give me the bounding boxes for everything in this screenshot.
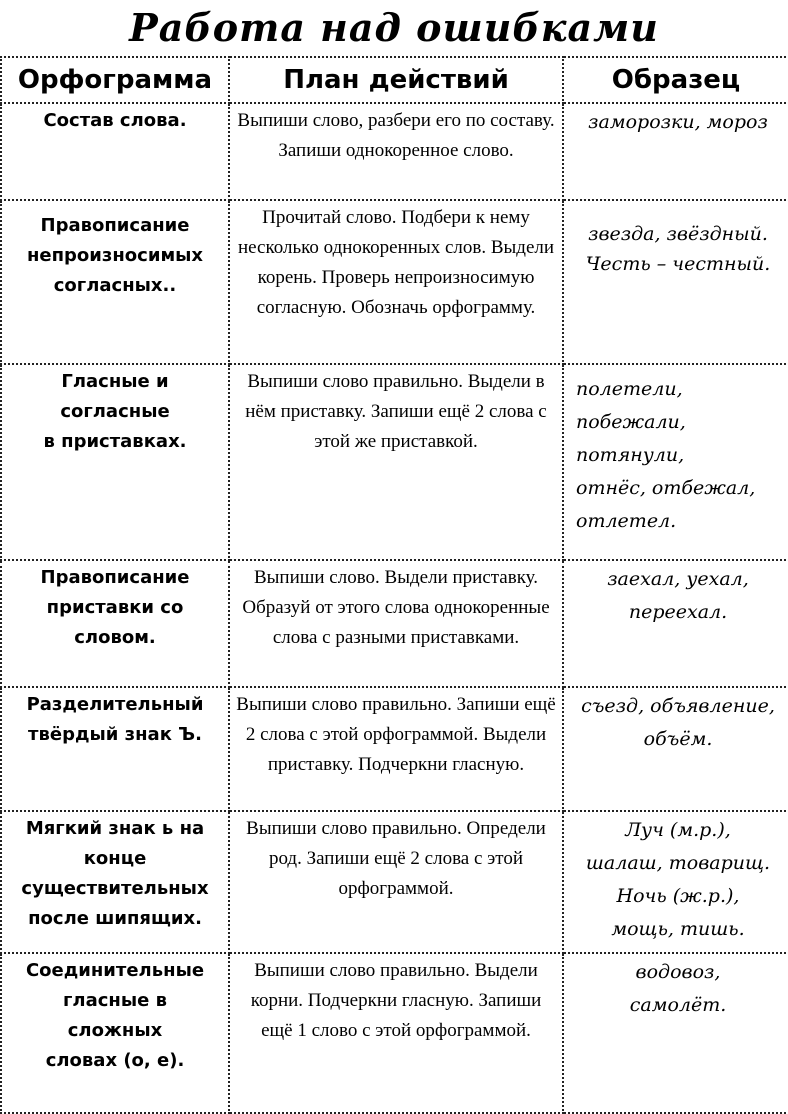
plan-text: Выпиши слово правильно. Выдели корни. Подчеркни гласную. Запиши ещё 1 слово с этой орфограммой.: [250, 960, 542, 1041]
rule-cell: [1, 200, 229, 364]
sample-line: Честь – честный.: [585, 253, 771, 275]
header-row: [1, 57, 788, 103]
plan-cell: [229, 687, 563, 811]
plan-cell: [229, 811, 563, 953]
table-row: [1, 200, 788, 364]
rule-text: Мягкий знак ь на конце существительных после шипящих.: [21, 818, 209, 929]
sample-line: объём.: [643, 728, 713, 750]
header-rule: Орфограмма: [1, 57, 229, 103]
sample-cell: [563, 364, 788, 560]
sample-cell: [563, 811, 788, 953]
header-plan: План действий: [229, 57, 563, 103]
plan-text: Прочитай слово. Подбери к нему несколько однокоренных слов. Выдели корень. Проверь непроизносимую согласную. Обозначь орфограмму.: [237, 207, 555, 318]
plan-cell: [229, 953, 563, 1113]
plan-cell: [229, 560, 563, 687]
table-row: [1, 687, 788, 811]
sample-line: мощь, тишь.: [611, 918, 745, 940]
plan-text: Выпиши слово. Выдели приставку. Образуй от этого слова однокоренные слова с разными приставками.: [242, 567, 550, 648]
sample-line: побежали,: [576, 411, 686, 433]
sample-line: Луч (м.р.),: [625, 819, 731, 841]
rule-text: Правописание непроизносимых согласных..: [26, 215, 204, 296]
plan-cell: [229, 364, 563, 560]
rule-text: Соединительные гласные в сложных словах (о, е).: [25, 960, 205, 1071]
sample-line: заехал, уехал,: [607, 568, 749, 590]
rule-text: Правописание приставки со словом.: [40, 567, 190, 648]
table-row: [1, 560, 788, 687]
plan-cell: [229, 200, 563, 364]
table-row: [1, 103, 788, 200]
sample-cell: [563, 953, 788, 1113]
plan-text: Выпиши слово правильно. Выдели в нём приставку. Запиши ещё 2 слова с этой же приставкой.: [245, 371, 547, 452]
table-row: [1, 811, 788, 953]
sample-line: съезд, объявление,: [581, 695, 775, 717]
sample-line: шалаш, товарищ.: [585, 852, 771, 874]
rule-cell: [1, 687, 229, 811]
rule-cell: [1, 560, 229, 687]
sample-cell: [563, 687, 788, 811]
rule-cell: [1, 103, 229, 200]
rule-cell: [1, 364, 229, 560]
plan-cell: [229, 103, 563, 200]
rule-text: Разделительный твёрдый знак Ъ.: [26, 694, 204, 745]
errors-table-wrapper: [0, 56, 788, 1114]
sample-line: переехал.: [628, 601, 728, 623]
errors-table: [0, 56, 788, 1114]
sample-cell: [563, 200, 788, 364]
sample-line: потянули,: [576, 444, 685, 466]
sample-line: звезда, звёздный.: [588, 223, 768, 245]
sample-line: самолёт.: [629, 994, 727, 1016]
sample-cell: [563, 103, 788, 200]
sample-line: отлетел.: [576, 510, 677, 532]
sample-line: Ночь (ж.р.),: [616, 885, 740, 907]
rule-cell: [1, 811, 229, 953]
table-row: [1, 364, 788, 560]
sample-line: полетели,: [576, 378, 683, 400]
table-row: [1, 953, 788, 1113]
plan-text: Выпиши слово, разбери его по составу. Запиши однокоренное слово.: [237, 110, 555, 161]
plan-text: Выпиши слово правильно. Запиши ещё 2 слова с этой орфограммой. Выдели приставку. Подчеркни гласную.: [236, 694, 556, 775]
sample-line: заморозки, мороз: [588, 111, 768, 133]
sample-cell: [563, 560, 788, 687]
header-sample: Образец: [563, 57, 788, 103]
rule-text: Состав слова.: [43, 110, 187, 131]
rule-text: Гласные и согласные в приставках.: [43, 371, 187, 452]
sample-line: водовоз,: [635, 961, 721, 983]
plan-text: Выпиши слово правильно. Определи род. Запиши ещё 2 слова с этой орфограммой.: [246, 818, 546, 899]
page-title: Работа над ошибками: [129, 5, 659, 50]
sample-line: отнёс, отбежал,: [576, 477, 756, 499]
rule-cell: [1, 953, 229, 1113]
